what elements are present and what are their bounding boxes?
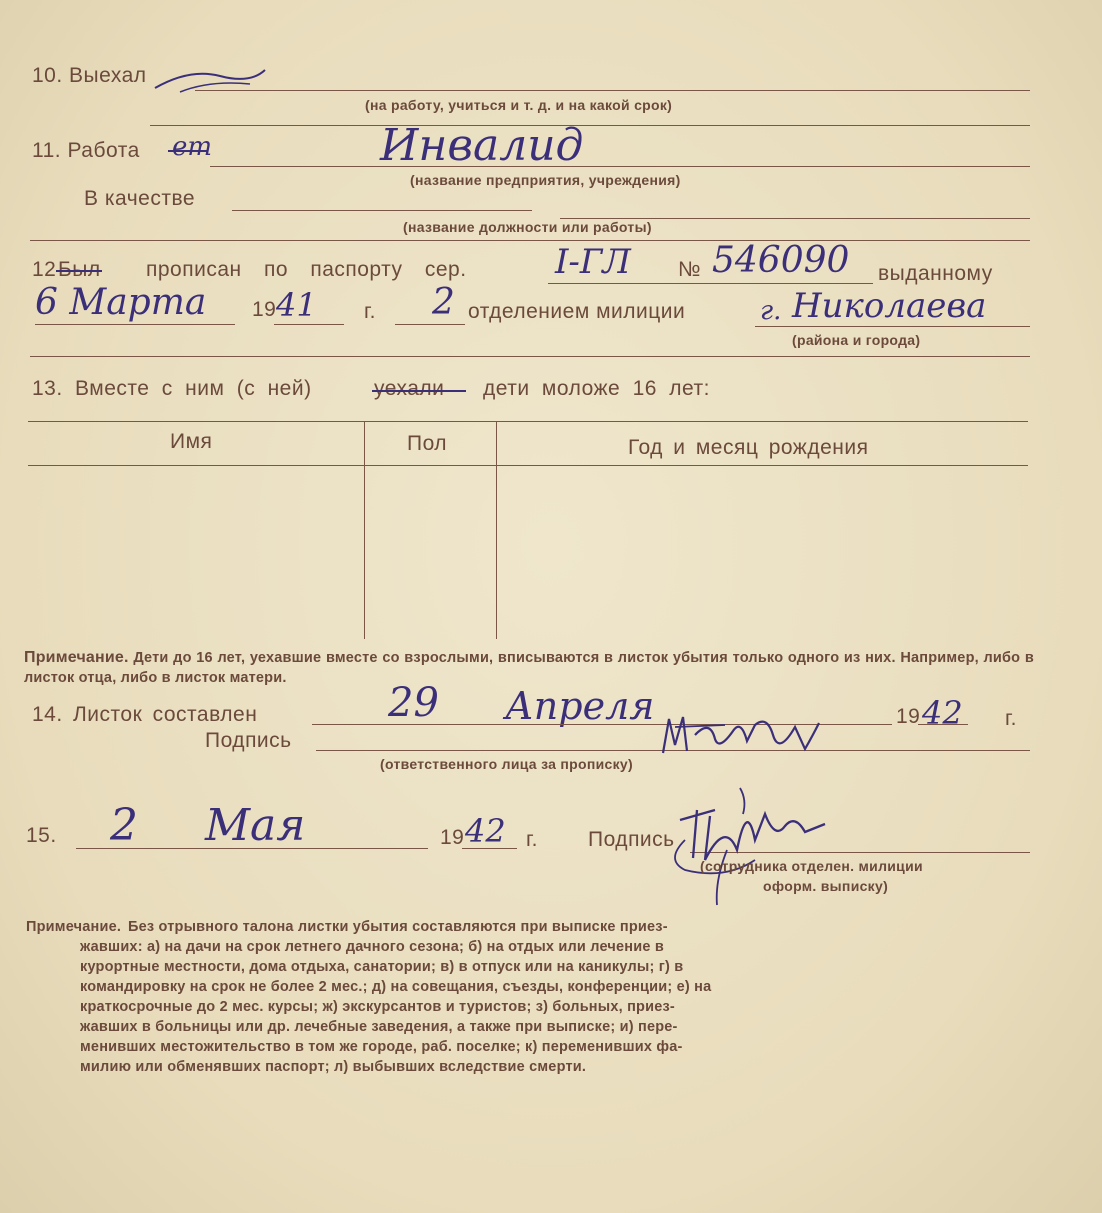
field-10-bottom-line [150,125,1030,126]
field-14-year-line [918,724,968,725]
field-13-label: 13. Вместе с ним (с ней) [32,377,312,400]
field-12-dept-line [395,324,465,325]
field-14-day: 29 [388,680,439,726]
field-14-caption: (ответственного лица за прописку) [380,756,633,772]
field-15-caption-1: (сотрудника отделен. милиции [700,858,923,874]
field-10-line [195,90,1030,91]
field-14-year-suffix: 42 [922,694,963,732]
field-12-city: Николаева [792,286,987,326]
field-14-year-g: г. [1005,707,1017,730]
field-12-city-prefix: г. [760,296,782,326]
field-14-year-prefix: 19 [896,705,921,728]
note-2-line-8: милию или обменявших паспорт; л) выбывших вследствие смерти. [80,1059,587,1075]
field-15-caption-2: оформ. выписку) [763,878,889,894]
field-12-label-part2: выданному [878,262,993,285]
children-table-top-border [28,421,1028,422]
field-11-sub-label: В качестве [84,187,196,210]
field-14-sign-label: Подпись [205,729,292,752]
field-11-line [210,166,1030,167]
children-table-header-sex: Пол [407,432,448,455]
field-15-label: 15. [26,824,57,847]
note-2-line-6: жавших в больницы или др. лечебные заведения, а также при выписке; и) пере- [80,1019,678,1035]
field-12-number-sign: № [678,258,702,281]
strikethrough-mark [372,390,466,392]
field-12-year-g: г. [364,300,376,323]
field-15-year-g: г. [526,828,538,851]
field-12-year-prefix: 19 [252,298,277,321]
field-12-bottom-line [30,356,1030,357]
field-11-label: 11. Работа [32,139,140,162]
field-12-series: I-ГЛ [555,242,631,282]
field-10-label: 10. Выехал [32,64,147,87]
field-14-signature [655,705,825,765]
field-11-sub-line-a [232,210,532,211]
children-table-divider-1 [364,421,365,639]
field-12-date-line [35,324,235,325]
note-1-heading: Примечание. [24,649,129,666]
field-14-month: Апреля [505,684,655,728]
field-11-struck-suffix: ет [172,132,213,162]
field-13-label-tail: дети моложе 16 лет: [483,377,710,400]
children-table-header-name: Имя [170,430,213,453]
field-12-city-line [755,326,1030,327]
field-15-sign-label: Подпись [588,828,675,851]
field-12-passport-number: 546090 [712,240,850,281]
note-1 [24,648,1034,688]
field-15-year-prefix: 19 [440,826,465,849]
field-12-number: 12 [32,258,57,281]
field-15-day: 2 [110,800,138,851]
field-12-department-number: 2 [432,282,455,323]
field-12-caption: (района и города) [792,332,921,348]
field-12-struck-word: Был [58,258,101,281]
note-2-line-3: курортные местности, дома отдыха, санатории; в) в отпуск или на каникулы; г) в [80,959,684,975]
field-15-month: Мая [205,800,306,851]
note-2-line-7: менивших местожительство в том же городе, раб. поселке; к) переменивших фа- [80,1039,683,1055]
note-2-line-5: краткосрочные до 2 мес. курсы; ж) экскурсантов и туристов; з) больных, приез- [80,999,675,1015]
field-12-label-part1: прописан по паспорту сер. [146,258,467,281]
children-table-header-border [28,465,1028,466]
field-10-scribble [150,58,270,98]
field-12-year-line [274,324,344,325]
note-2-line-4: командировку на срок не более 2 мес.; д) на совещания, съезды, конференции; е) на [80,979,712,995]
field-10-caption: (на работу, учиться и т. д. и на какой срок) [365,97,673,113]
strikethrough-mark [56,270,102,272]
field-12-issue-day-month: 6 Марта [35,282,207,323]
field-14-label: 14. Листок составлен [32,703,258,726]
field-11-caption: (название предприятия, учреждения) [410,172,681,188]
field-15-year-line [462,848,517,849]
strikethrough-mark [168,150,208,152]
field-15-year-suffix: 42 [465,812,506,850]
field-15-date-line [76,848,428,849]
field-12-year-suffix: 41 [276,286,317,324]
note-2-line-2: жавших: а) на дачи на срок летнего дачного сезона; б) на отдых или лечение в [80,939,664,955]
note-1-text: Дети до 16 лет, уехавшие вместе со взрослыми, вписываются в листок убытия только одного из них. Например, либо в листок отца, либо в листок матери. [24,650,1034,686]
field-11-value: Инвалид [380,120,584,171]
field-12-passport-line [548,283,873,284]
field-13-struck-word: уехали [374,377,445,400]
note-2-heading: Примечание. [26,919,122,935]
field-11-bottom-line [30,240,1030,241]
note-2-line-1: Без отрывного талона листки убытия составляются при выписке приез- [128,919,668,935]
field-11-sub-caption: (название должности или работы) [403,219,652,235]
children-table-divider-2 [496,421,497,639]
field-12-label-part3: отделением милиции [468,300,686,323]
children-table-header-birth: Год и месяц рождения [628,436,869,459]
